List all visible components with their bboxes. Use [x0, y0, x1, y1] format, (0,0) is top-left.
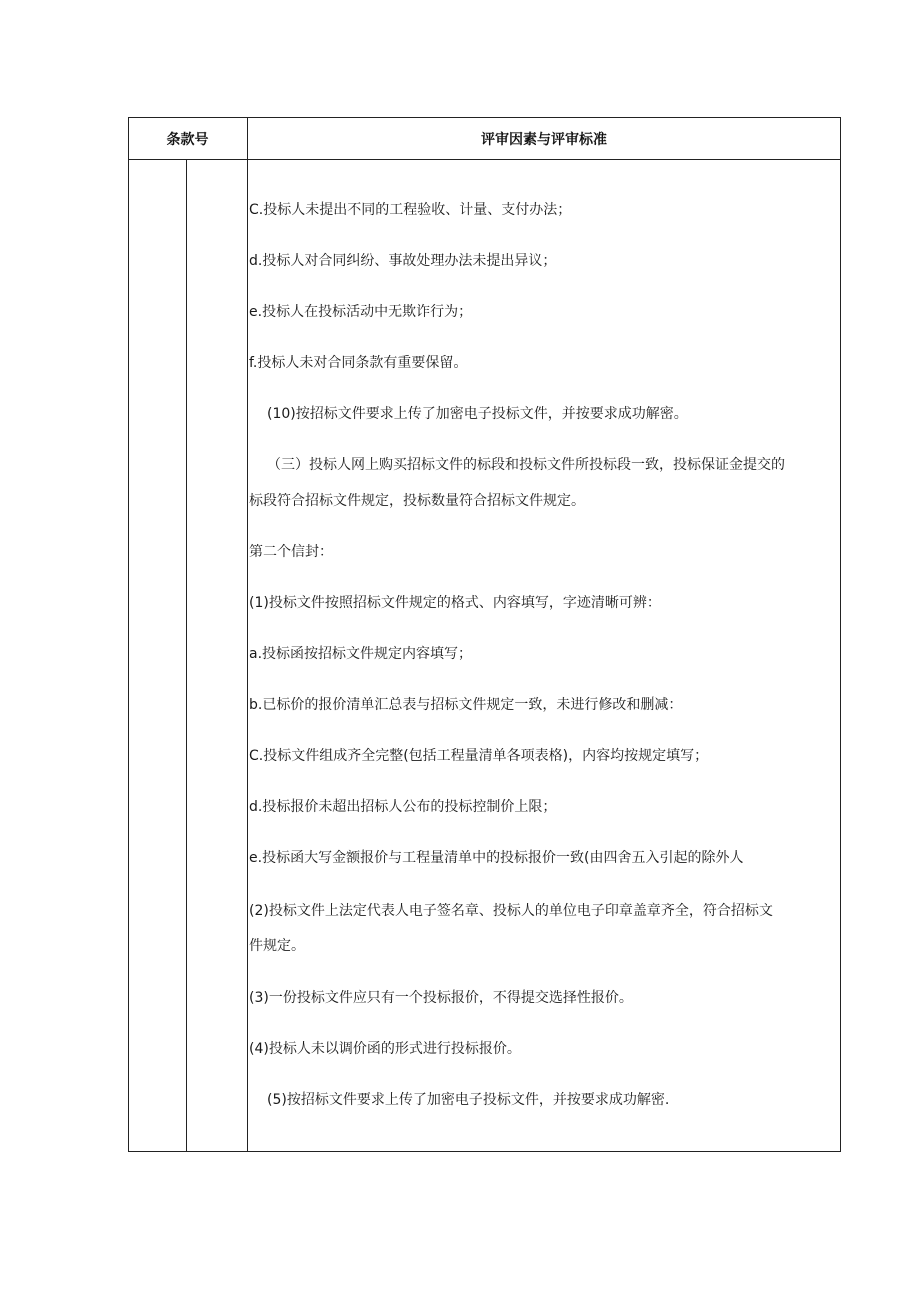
criteria-line: e.投标函大写金额报价与工程量清单中的投标报价一致(由四舍五入引起的除外人 [249, 850, 744, 866]
column-divider-sub [186, 160, 187, 1152]
criteria-line: f.投标人未对合同条款有重要保留。 [249, 355, 468, 371]
criteria-line: (3)一份投标文件应只有一个投标报价，不得提交选择性报价。 [249, 990, 633, 1006]
criteria-line: d.投标人对合同纠纷、事故处理办法未提出异议； [249, 253, 557, 269]
criteria-line: a.投标函按招标文件规定内容填写； [249, 646, 473, 662]
criteria-line: (5)按招标文件要求上传了加密电子投标文件，并按要求成功解密. [267, 1092, 670, 1108]
criteria-line: C.投标人未提出不同的工程验收、计量、支付办法； [249, 202, 572, 218]
criteria-line: 标段符合招标文件规定，投标数量符合招标文件规定。 [249, 493, 585, 509]
criteria-line: （三）投标人网上购买招标文件的标段和投标文件所投标段一致，投标保证金提交的 [267, 457, 785, 473]
criteria-line: b.已标价的报价清单汇总表与招标文件规定一致，未进行修改和删减： [249, 697, 683, 713]
criteria-line: d.投标报价未超出招标人公布的投标控制价上限； [249, 799, 557, 815]
criteria-line: 件规定。 [249, 938, 305, 954]
criteria-line: 第二个信封： [249, 544, 333, 560]
criteria-line: (4)投标人未以调价函的形式进行投标报价。 [249, 1041, 521, 1057]
criteria-line: C.投标文件组成齐全完整(包括工程量清单各项表格)，内容均按规定填写； [249, 748, 709, 764]
header-criteria: 评审因素与评审标准 [481, 131, 607, 148]
header-clause-no: 条款号 [166, 131, 209, 148]
criteria-line: (10)按招标文件要求上传了加密电子投标文件，并按要求成功解密。 [267, 406, 688, 422]
criteria-line: (2)投标文件上法定代表人电子签名章、投标人的单位电子印章盖章齐全，符合招标文 [249, 903, 773, 919]
column-divider-main [247, 117, 248, 1152]
criteria-line: e.投标人在投标活动中无欺诈行为； [249, 304, 473, 320]
criteria-line: (1)投标文件按照招标文件规定的格式、内容填写，字迹清晰可辨： [249, 595, 661, 611]
